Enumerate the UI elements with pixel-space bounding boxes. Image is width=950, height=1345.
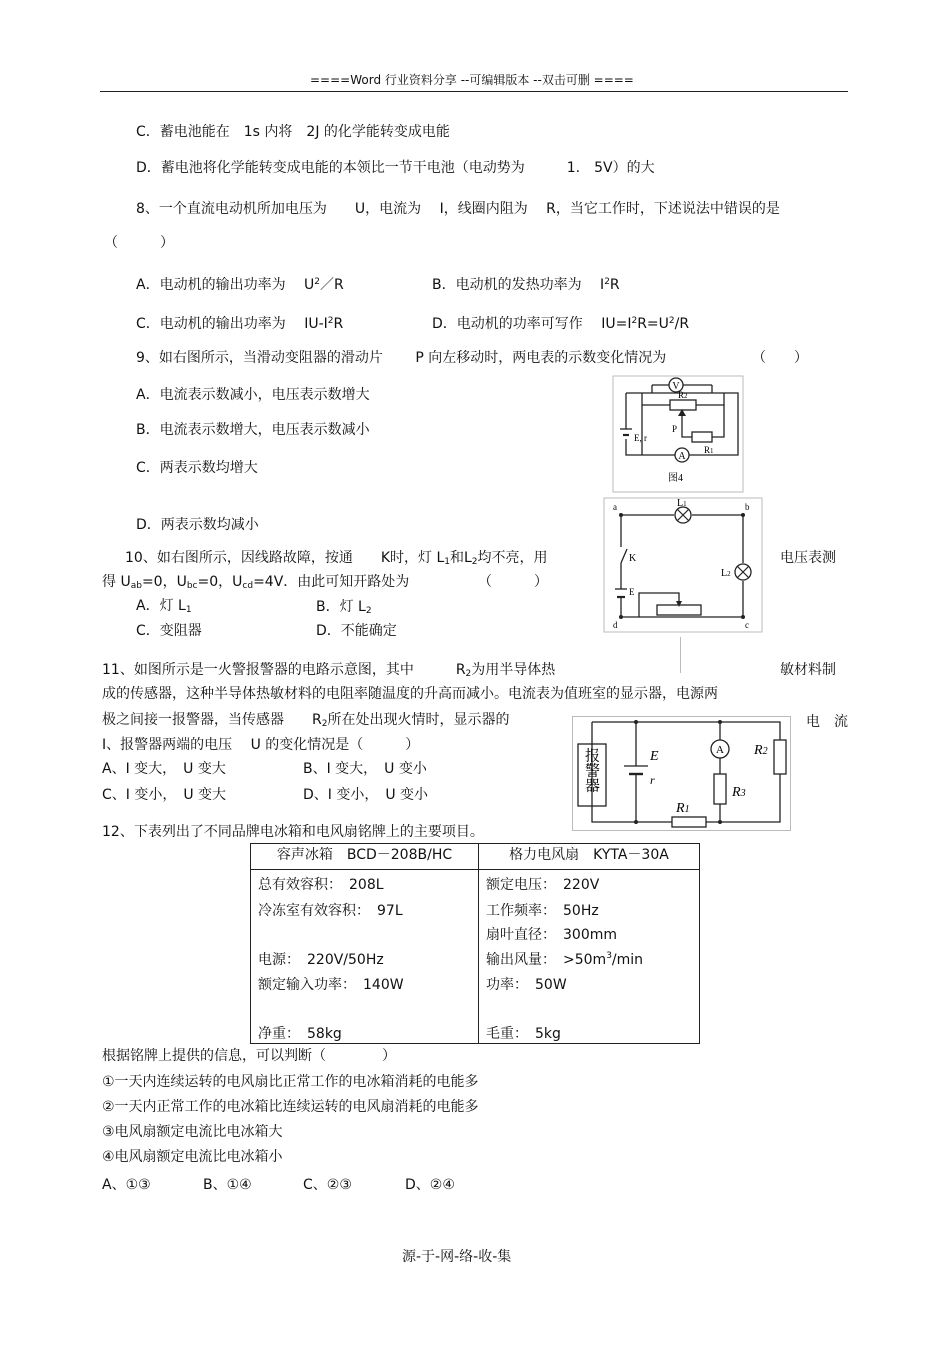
fan-spec-row: 工作频率： 50Hz [486, 903, 599, 919]
q10-circuit-figure [603, 497, 763, 637]
page-header: ====Word 行业资料分享 --可编辑版本 --双击可删 ==== [310, 73, 634, 87]
q12-option-d: D、②④ [405, 1177, 455, 1193]
q12-stem: 12、下表列出了不同品牌电冰箱和电风扇铭牌上的主要项目。 [102, 824, 484, 840]
fan-spec-row: 输出风量： $>50m^3/\min$ [486, 951, 644, 968]
q9-label-v: V [672, 381, 680, 392]
fridge-spec-row: 净重： 58kg [258, 1026, 342, 1042]
fridge-spec-row: 电源： 220V/50Hz [258, 952, 384, 968]
q12-option-c: C、②③ [303, 1177, 352, 1193]
q11-label-r1: R1 [676, 801, 690, 816]
fan-spec-row: 毛重： 5kg [486, 1026, 561, 1042]
page-footer: 源-于-网-络-收-集 [402, 1249, 512, 1265]
q8-option-c: C．电动机的输出功率为 $IU-I^2R$ [136, 316, 344, 332]
q9-label-a: A [678, 451, 686, 462]
figure-divider [680, 637, 681, 673]
q10-option-d: D．不能确定 [316, 623, 397, 639]
q11-label-r3: R3 [732, 785, 746, 800]
q11-option-d: D、I 变小， U 变小 [303, 787, 429, 803]
q9-label-r1: R1 [704, 445, 714, 455]
q12-spec-table [250, 843, 700, 1044]
q9-label-er: E, r [634, 433, 647, 443]
fridge-spec-row: 冷冻室有效容积： 97L [258, 903, 403, 919]
fan-spec-row: 功率： 50W [486, 977, 567, 993]
q10-label-e: E [629, 587, 635, 597]
q10-label-l2: L2 [721, 568, 731, 579]
q10-node-b: b [745, 502, 750, 512]
table-header-fan: 格力电风扇 KYTA－30A [479, 844, 700, 870]
q9-label-r2: R2 [678, 390, 688, 400]
q10-option-b: B．灯 $L_2$ [316, 599, 372, 616]
q11-line1-tail: 敏材料制 [780, 662, 836, 678]
q10-node-c: c [745, 620, 749, 630]
header-rule [100, 91, 848, 92]
q9-option-a: A．电流表示数减小，电压表示数增大 [136, 387, 370, 403]
q8-stem: 8、一个直流电动机所加电压为 U，电流为 I，线圈内阻为 R，当它工作时，下述说法中错误的是 [136, 201, 780, 217]
fridge-spec-row: 额定输入功率： 140W [258, 977, 404, 993]
q12-statement-4: ④电风扇额定电流比电冰箱小 [102, 1149, 283, 1165]
q9-stem: 9、如右图所示，当滑动变阻器的滑动片 P 向左移动时，两电表的示数变化情况为 [136, 350, 667, 366]
q10-node-a: a [613, 502, 617, 512]
q11-line4: I、报警器两端的电压 U 的变化情况是（ ） [102, 737, 420, 753]
q12-statement-1: ①一天内连续运转的电风扇比正常工作的电冰箱消耗的电能多 [102, 1074, 479, 1090]
q10-option-c: C．变阻器 [136, 623, 202, 639]
q9-figure-caption: 图4 [668, 473, 683, 484]
q9-circuit-figure [612, 375, 744, 493]
q11-line3-tail: 电 流 [806, 714, 848, 730]
q12-judgement-prompt: 根据铭牌上提供的信息，可以判断（ ） [102, 1048, 396, 1064]
q8-option-d: D．电动机的功率可写作 $IU=I^2R=U^2/R$ [432, 316, 690, 332]
q11-line1: 11、如图所示是一火警报警器的电路示意图，其中 $R_2$为用半导体热 [102, 662, 556, 679]
q10-paren: （ ） [478, 574, 548, 590]
table-header-fridge: 容声冰箱 BCD－208B/HC [251, 844, 479, 870]
q10-stem-line1: 10、如右图所示，因线路故障，按通 K时，灯 $L_1$和$L_2$均不亮，用 [125, 550, 548, 567]
q11-line3: 极之间接一报警器，当传感器 $R_2$所在处出现火情时，显示器的 [102, 712, 510, 729]
q9-option-c: C．两表示数均增大 [136, 460, 258, 476]
q11-circuit-figure [572, 716, 792, 832]
q12-option-a: A、①③ [102, 1177, 151, 1193]
q10-label-l1: L1 [677, 498, 687, 509]
q11-option-a: A、I 变大， U 变大 [102, 761, 226, 777]
q9-paren: （ ） [752, 350, 808, 366]
q10-option-a: A．灯 $L_1$ [136, 598, 192, 615]
q8-option-b: B．电动机的发热功率为 $I^2R$ [432, 277, 620, 293]
fridge-spec-row: 总有效容积： 208L [258, 877, 384, 893]
q9-label-p: P [672, 424, 678, 434]
q12-statement-3: ③电风扇额定电流比电冰箱大 [102, 1124, 283, 1140]
q11-option-b: B、I 变大， U 变小 [303, 761, 427, 777]
fan-spec-row: 扇叶直径： 300mm [486, 927, 617, 943]
fan-spec-row: 额定电压： 220V [486, 877, 600, 893]
q9-option-d: D．两表示数均减小 [136, 517, 259, 533]
q12-statement-2: ②一天内正常工作的电冰箱比连续运转的电风扇消耗的电能多 [102, 1099, 479, 1115]
q10-label-k: K [629, 553, 637, 564]
q9-option-b: B．电流表示数增大，电压表示数减小 [136, 422, 370, 438]
q12-option-b: B、①④ [203, 1177, 252, 1193]
q10-stem-line2: 得 $U_{ab}=0$，$U_{bc}=0$，$U_{cd}=4V$．由此可知开路处为 [102, 574, 410, 591]
q10-node-d: d [613, 620, 618, 630]
fridge-spec-cell [251, 870, 478, 1043]
q11-label-e: E [650, 749, 659, 764]
q11-label-r: r [650, 773, 655, 787]
q11-line2: 成的传感器，这种半导体热敏材料的电阻率随温度的升高而减小。电流表为值班室的显示器，电源两 [102, 686, 718, 702]
q10-stem-line1-tail: 电压表测 [780, 550, 836, 566]
q8-paren: （ ） [104, 235, 174, 251]
q11-label-r2: R2 [754, 743, 768, 758]
q11-label-a: A [716, 744, 724, 756]
q7-option-c: C．蓄电池能在 1s 内将 2J 的化学能转变成电能 [136, 124, 450, 140]
fan-spec-cell [479, 870, 699, 1043]
q11-alarm-label: 报警器 [583, 747, 601, 793]
q8-option-a: A．电动机的输出功率为 $U^2/R$ [136, 277, 344, 293]
q7-option-d: D．蓄电池将化学能转变成电能的本领比一节干电池（电动势为 1. 5V）的大 [136, 160, 655, 176]
q11-option-c: C、I 变小， U 变大 [102, 787, 227, 803]
